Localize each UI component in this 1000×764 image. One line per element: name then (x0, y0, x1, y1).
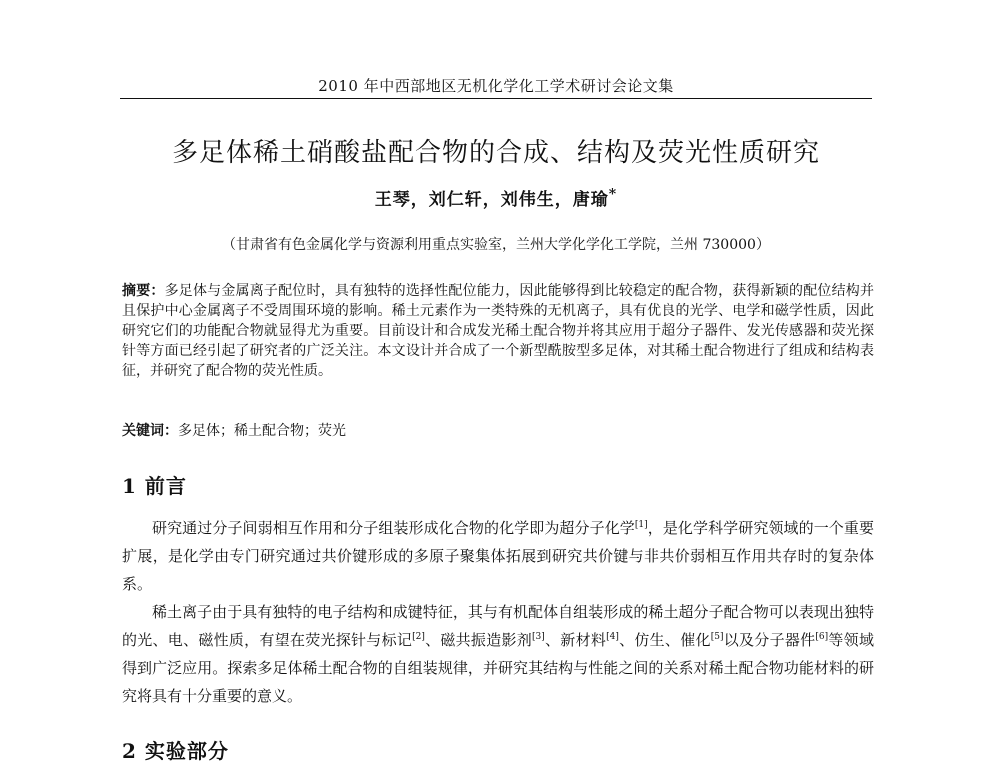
intro-p2-text-a: 稀土离子由于具有独特的电子结构和成键特征，其与有机配体自组装形成的稀土超分子配合物可以表现出独特的光、电、磁性质，有望在荧光探针与标记 (122, 603, 874, 649)
affiliation: （甘肃省有色金属化学与资源利用重点实验室，兰州大学化学化工学院，兰州 730000） (222, 237, 770, 253)
citation-ref-2: [2] (412, 632, 425, 642)
authors-text: 王琴，刘仁轩，刘伟生，唐瑜 (374, 190, 609, 210)
abstract (122, 281, 874, 381)
abstract-label: 摘要： (122, 283, 165, 299)
abstract-text: 多足体与金属离子配位时，具有独特的选择性配位能力，因此能够得到比较稳定的配合物，获得新颖的配位结构并且保护中心金属离子不受周围环境的影响。稀土元素作为一类特殊的无机离子，具有优良的光学、电学和磁学性质，因此研究它们的功能配合物就显得尤为重要。目前设计和合成发光稀土配合物并将其应用于超分子器件、发光传感器和荧光探针等方面已经引起了研究者的广泛关注。本文设计并合成了一个新型酰胺型多足体，对其稀土配合物进行了组成和结构表征，并研究了配合物的荧光性质。 (122, 283, 874, 379)
intro-p2-text-f: 等领域得到广泛应用。探索多足体稀土配合物的自组装规律，并研究其结构与性能之间的关系对稀土配合物功能材料的研究将具有十分重要的意义。 (122, 631, 874, 705)
citation-ref-3: [3] (532, 632, 545, 642)
citation-ref-1: [1] (634, 520, 648, 530)
corresponding-author-mark: * (608, 186, 618, 203)
keywords (122, 421, 874, 441)
author-list (120, 185, 872, 210)
header-rule (120, 98, 872, 99)
intro-p2-text-c: 、新材料 (544, 631, 607, 649)
keywords-label: 关键词： (122, 423, 178, 439)
intro-p1-text-a: 研究通过分子间弱相互作用和分子组装形成化合物的化学即为超分子化学 (152, 519, 635, 537)
citation-ref-6: [6] (815, 632, 829, 642)
section-heading-introduction: 1 前言 (122, 474, 187, 498)
citation-ref-4: [4] (606, 632, 619, 642)
intro-paragraph-1 (122, 514, 874, 598)
citation-ref-5: [5] (710, 632, 724, 642)
intro-p2-text-b: 、磁共振造影剂 (424, 631, 533, 649)
paper-title: 多足体稀土硝酸盐配合物的合成、结构及荧光性质研究 (171, 138, 820, 168)
intro-p1-text-b: ，是化学科学研究领域的一个重要扩展，是化学由专门研究通过共价键形成的多原子聚集体拓展到研究共价键与非共价弱相互作用共存时的复杂体系。 (122, 519, 874, 593)
intro-paragraph-2 (122, 598, 874, 710)
section-heading-experimental: 2 实验部分 (122, 739, 229, 763)
running-header: 2010 年中西部地区无机化学化工学术研讨会论文集 (318, 77, 674, 95)
intro-p2-text-d: 、仿生、催化 (618, 631, 711, 649)
keywords-text: 多足体；稀土配合物；荧光 (178, 423, 346, 439)
intro-p2-text-e: 以及分子器件 (723, 631, 816, 649)
